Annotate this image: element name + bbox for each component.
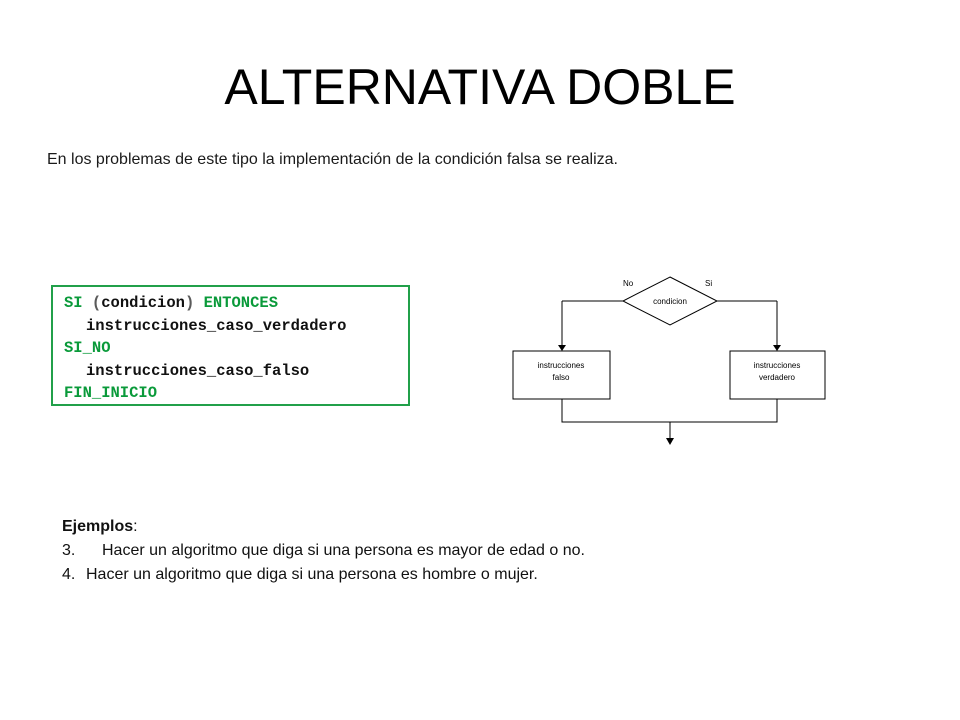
examples-heading: Ejemplos	[62, 518, 134, 535]
false-box-line1: instrucciones	[537, 361, 585, 370]
sino-keyword: SI_NO	[64, 339, 111, 357]
si-keyword: SI	[64, 294, 83, 312]
true-box-line2: verdadero	[758, 373, 796, 382]
intro-text: En los problemas de este tipo la implementación de la condición falsa se realiza.	[47, 151, 618, 168]
examples-section	[62, 515, 585, 587]
pseudocode-box	[51, 285, 410, 406]
slide-title: ALTERNATIVA DOBLE	[224, 59, 736, 115]
examples-colon: :	[133, 518, 138, 535]
condition-text: condicion	[101, 294, 185, 312]
example-item-4	[62, 563, 585, 587]
examples-heading-row	[62, 515, 585, 539]
example-text: Hacer un algoritmo que diga si una persona es mayor de edad o no.	[102, 542, 585, 559]
entonces-keyword: ENTONCES	[203, 294, 278, 312]
example-number: 3.	[62, 542, 76, 559]
example-item-3	[62, 539, 585, 563]
code-line-si	[64, 292, 408, 315]
si-label: Si	[705, 279, 713, 288]
fin-keyword: FIN_INICIO	[64, 384, 158, 402]
flowchart-diagram	[500, 265, 840, 455]
open-paren: (	[91, 294, 102, 312]
merge-line	[562, 399, 777, 422]
right-arrowhead	[773, 345, 781, 351]
no-label: No	[623, 279, 634, 288]
example-number: 4.	[62, 566, 76, 583]
close-paren: )	[184, 294, 195, 312]
example-text: Hacer un algoritmo que diga si una persona es hombre o mujer.	[86, 566, 538, 583]
decision-label: condicion	[653, 297, 687, 306]
true-box-line1: instrucciones	[753, 361, 801, 370]
exit-arrowhead	[666, 438, 674, 445]
left-arrowhead	[558, 345, 566, 351]
false-instructions: instrucciones_caso_falso	[86, 361, 310, 380]
false-box-line2: falso	[552, 373, 570, 382]
true-instructions: instrucciones_caso_verdadero	[86, 316, 347, 335]
